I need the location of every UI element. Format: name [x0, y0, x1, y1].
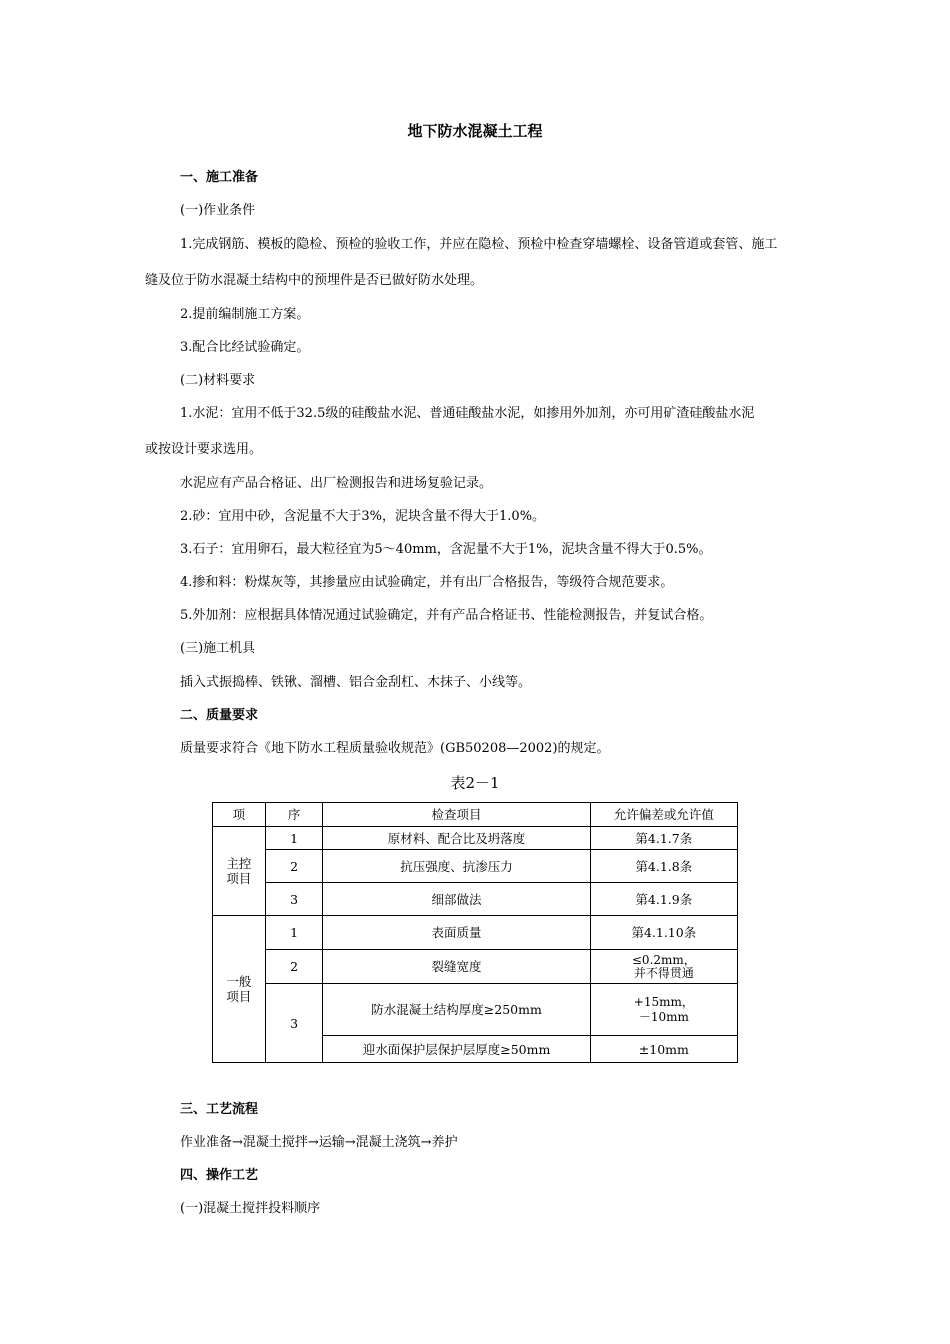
table-row [213, 827, 738, 850]
table-header-row [213, 803, 738, 827]
table-header: 允许偏差或允许值 [590, 803, 737, 827]
table-row [213, 984, 738, 1036]
table-cell: 第4.1.9条 [590, 883, 737, 916]
table-header: 序 [265, 803, 323, 827]
table-cell: 3 [265, 984, 323, 1063]
table-cell: 1 [265, 827, 323, 850]
value-line: 并不得贯通 [633, 965, 694, 980]
section-heading-process: 三、工艺流程 [180, 1102, 259, 1117]
paragraph: 3.石子：宜用卵石，最大粒径宜为5～40mm，含泥量不大于1%，泥块含量不得大于0.5%。 [180, 542, 712, 557]
paragraph: 3.配合比经试验确定。 [180, 340, 310, 355]
table-cell: 抗压强度、抗渗压力 [323, 850, 590, 883]
section-heading-preparation: 一、施工准备 [180, 170, 259, 185]
table-cell: ±10mm [590, 1036, 737, 1063]
table-caption: 表2－1 [450, 774, 500, 792]
table-cell: 第4.1.7条 [590, 827, 737, 850]
table-cell [590, 950, 737, 984]
table-header: 项 [213, 803, 266, 827]
paragraph: 2.提前编制施工方案。 [180, 307, 310, 322]
paragraph: 质量要求符合《地下防水工程质量验收规范》(GB50208—2002)的规定。 [180, 741, 610, 756]
table-row [213, 916, 738, 950]
page-title: 地下防水混凝土工程 [407, 122, 543, 140]
value-line: －10mm [638, 1009, 689, 1024]
group-label: 一般项目 [213, 916, 266, 1063]
paragraph: 2.砂：宜用中砂，含泥量不大于3%，泥块含量不得大于1.0%。 [180, 509, 546, 524]
table-cell: 2 [265, 950, 323, 984]
paragraph: 缝及位于防水混凝土结构中的预埋件是否已做好防水处理。 [145, 273, 484, 288]
paragraph: 或按设计要求选用。 [145, 442, 263, 457]
subheading-mixing-order: (一)混凝土搅拌投料顺序 [180, 1201, 321, 1216]
paragraph: 5.外加剂：应根据具体情况通过试验确定，并有产品合格证书、性能检测报告，并复试合格。 [180, 608, 713, 623]
table-cell: 1 [265, 916, 323, 950]
subheading-work-conditions: (一)作业条件 [180, 203, 256, 218]
table-cell: 裂缝宽度 [323, 950, 590, 984]
table-cell: 第4.1.8条 [590, 850, 737, 883]
table-cell: 迎水面保护层保护层厚度≥50mm [323, 1036, 590, 1063]
section-heading-quality: 二、质量要求 [180, 708, 259, 723]
table-cell: 细部做法 [323, 883, 590, 916]
table-row [213, 883, 738, 916]
section-heading-operation: 四、操作工艺 [180, 1168, 259, 1183]
paragraph: 4.掺和料：粉煤灰等，其掺量应由试验确定，并有出厂合格报告，等级符合规范要求。 [180, 575, 674, 590]
table-row [213, 850, 738, 883]
table-cell: 防水混凝土结构厚度≥250mm [323, 984, 590, 1036]
table-cell [590, 984, 737, 1036]
quality-table [212, 802, 738, 1063]
paragraph: 水泥应有产品合格证、出厂检测报告和进场复验记录。 [180, 476, 493, 491]
table-cell: 3 [265, 883, 323, 916]
table-cell: 2 [265, 850, 323, 883]
subheading-materials: (二)材料要求 [180, 373, 256, 388]
table-cell: 第4.1.10条 [590, 916, 737, 950]
table-cell: 表面质量 [323, 916, 590, 950]
table-row [213, 950, 738, 984]
table-cell: 原材料、配合比及坍落度 [323, 827, 590, 850]
subheading-tools: (三)施工机具 [180, 641, 256, 656]
paragraph: 1.完成钢筋、模板的隐检、预检的验收工作，并应在隐检、预检中检查穿墙螺栓、设备管道或套管、施工 [180, 237, 778, 252]
paragraph: 插入式振捣棒、铁锹、溜槽、铝合金刮杠、木抹子、小线等。 [180, 675, 532, 690]
group-label: 主控项目 [213, 827, 266, 916]
paragraph: 作业准备→混凝土搅拌→运输→混凝土浇筑→养护 [180, 1135, 458, 1150]
value-line: ≤0.2mm， [631, 952, 696, 967]
table-header: 检查项目 [323, 803, 590, 827]
paragraph: 1.水泥：宜用不低于32.5级的硅酸盐水泥、普通硅酸盐水泥，如掺用外加剂，亦可用矿渣硅酸盐水泥 [180, 406, 755, 421]
value-line: +15mm， [633, 994, 694, 1009]
